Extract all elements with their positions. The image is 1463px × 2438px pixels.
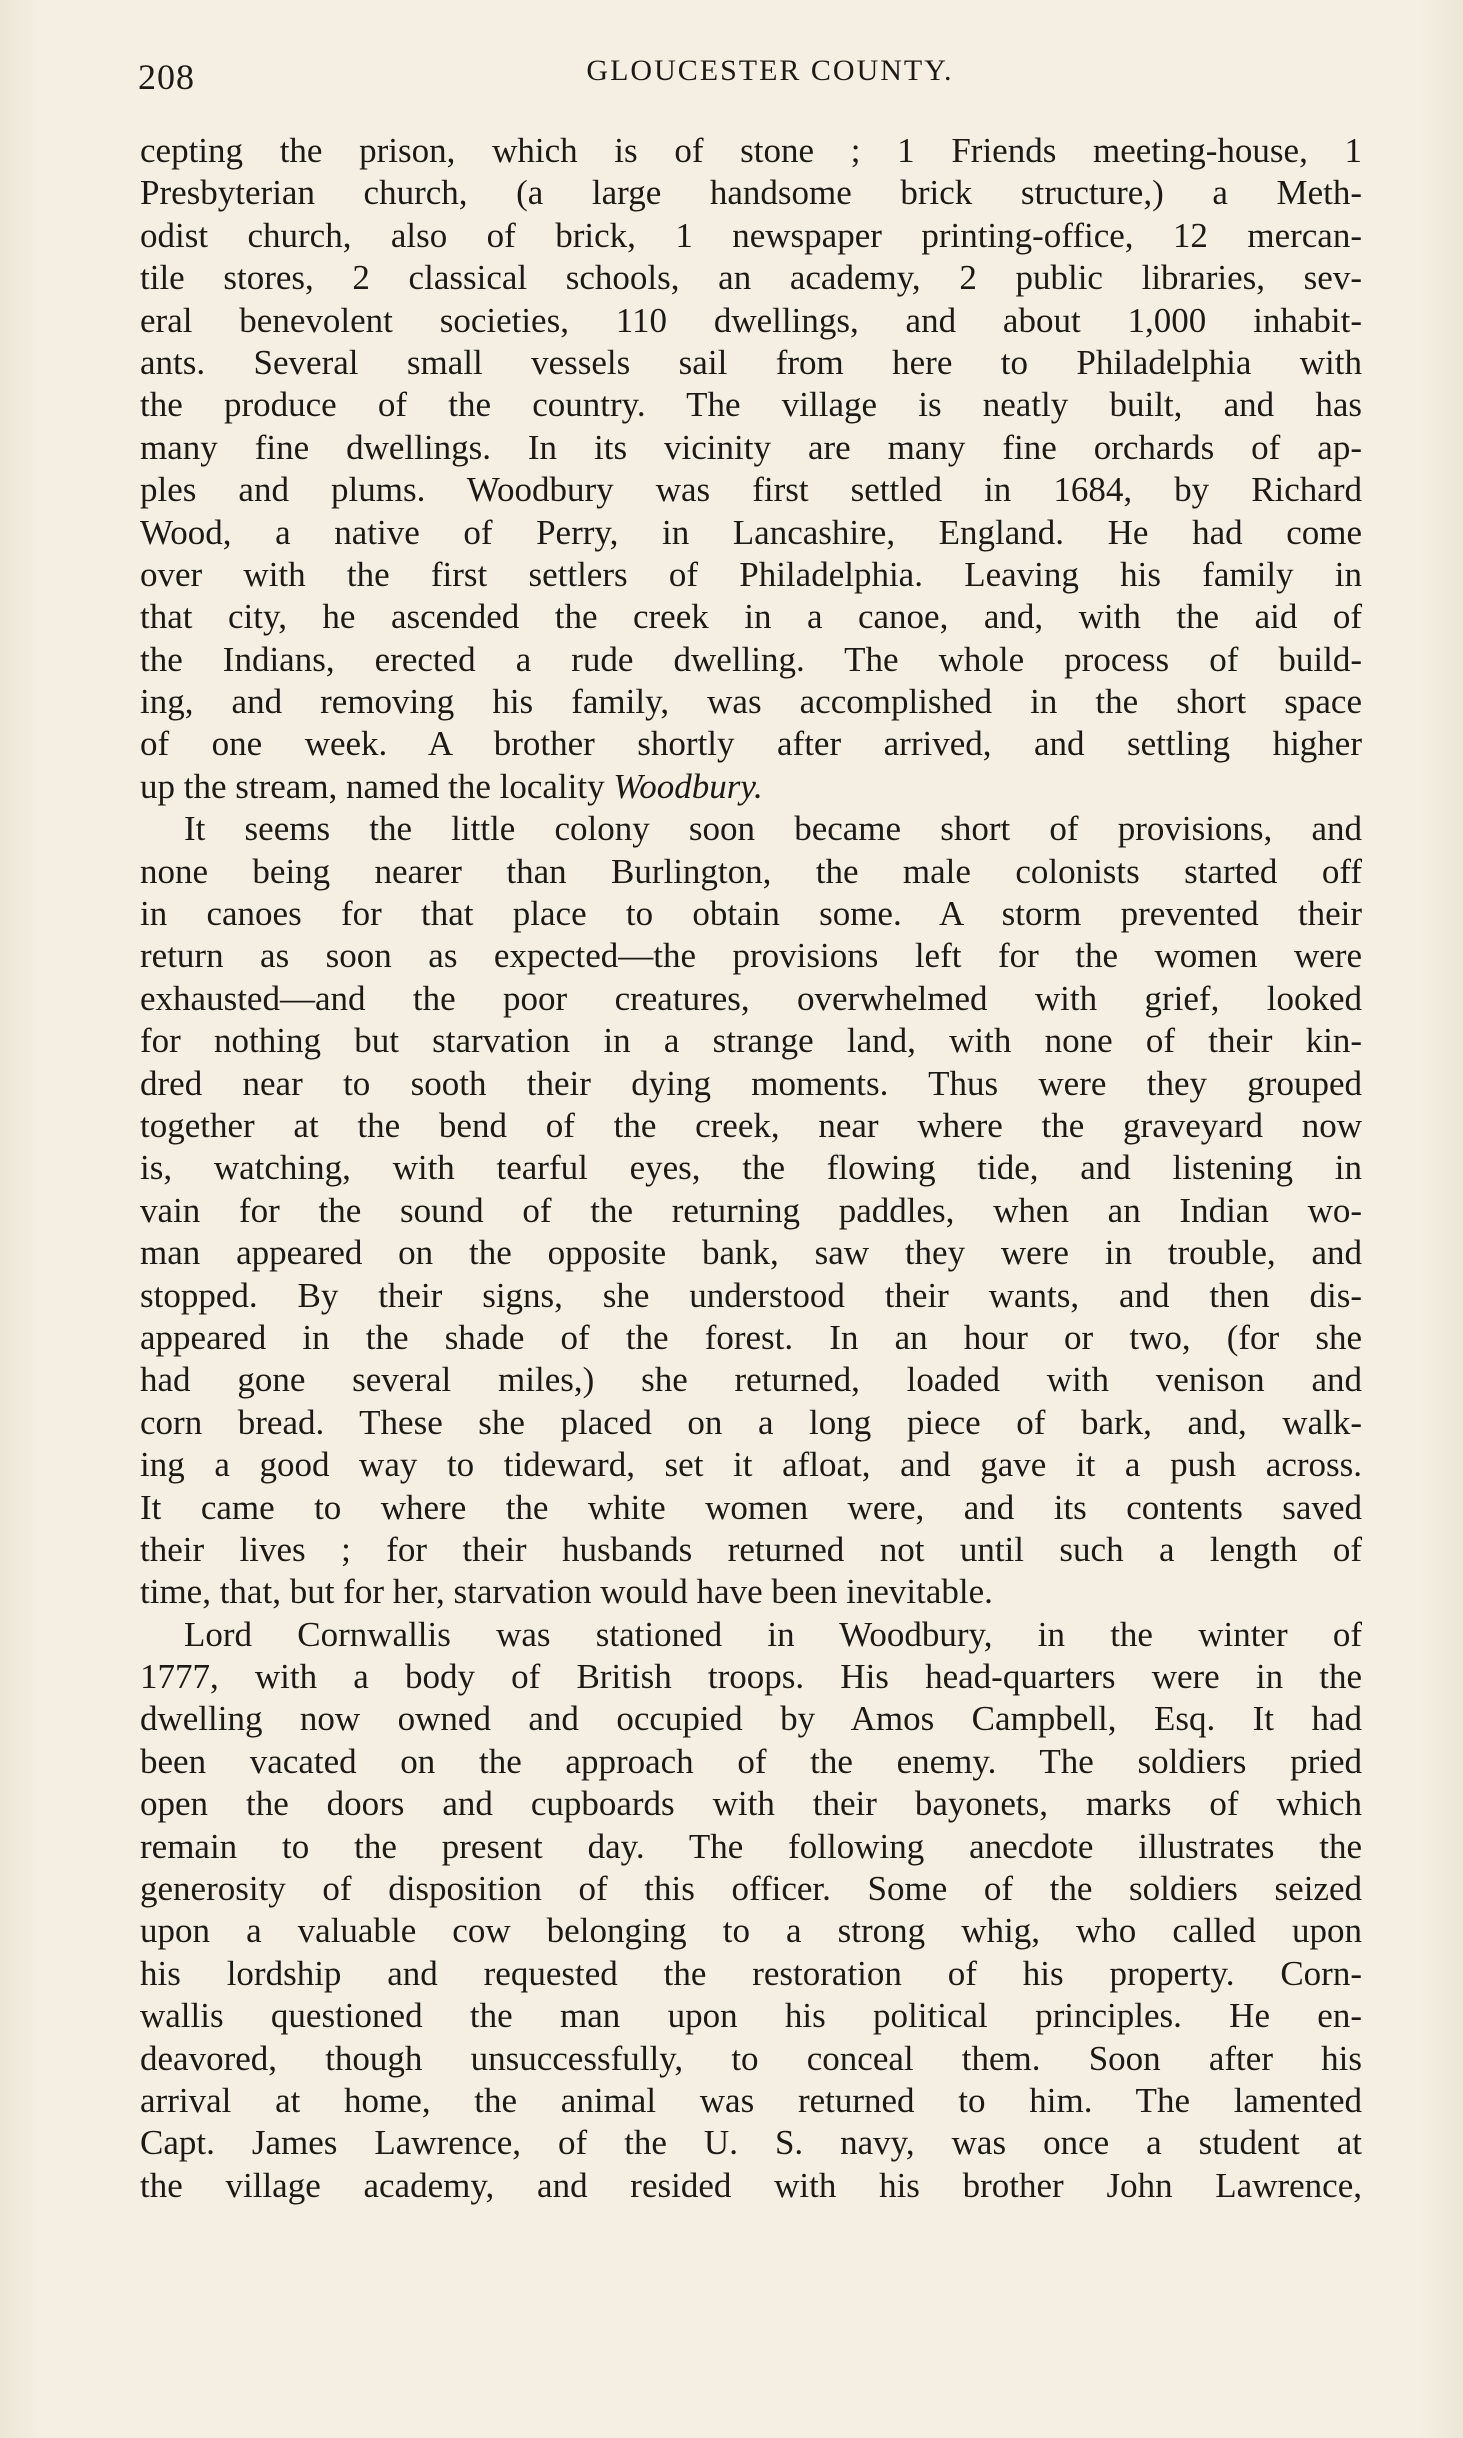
text-line: man appeared on the opposite bank, saw they were in trouble, and <box>140 1233 1362 1273</box>
text-line: wallis questioned the man upon his political principles. He en- <box>140 1996 1362 2036</box>
paragraph-start-line: It seems the little colony soon became short of provisions, and <box>184 809 1362 849</box>
text-line: the Indians, erected a rude dwelling. The whole process of build- <box>140 639 1362 679</box>
text-line: that city, he ascended the creek in a canoe, and, with the aid of <box>140 597 1362 637</box>
text-line: over with the first settlers of Philadelphia. Leaving his family in <box>140 554 1362 594</box>
text-line: return as soon as expected—the provisions left for the women were <box>140 936 1362 976</box>
body-text <box>140 130 1362 2207</box>
text-line: generosity of disposition of this officer. Some of the soldiers seized <box>140 1869 1362 1909</box>
text-line: ing a good way to tideward, set it afloat, and gave it a push across. <box>140 1445 1362 1485</box>
text-line: had gone several miles,) she returned, loaded with venison and <box>140 1360 1362 1400</box>
text-line: tile stores, 2 classical schools, an academy, 2 public libraries, sev- <box>140 258 1362 298</box>
text-line: exhausted—and the poor creatures, overwhelmed with grief, looked <box>140 978 1362 1018</box>
text-line: deavored, though unsuccessfully, to conceal them. Soon after his <box>140 2038 1362 2078</box>
text-line: open the doors and cupboards with their bayonets, marks of which <box>140 1784 1362 1824</box>
text-line: cepting the prison, which is of stone ; 1 Friends meeting-house, 1 <box>140 131 1362 170</box>
running-head: GLOUCESTER COUNTY. <box>586 54 954 87</box>
text-line: dwelling now owned and occupied by Amos Campbell, Esq. It had <box>140 1699 1362 1739</box>
italic-place-name: Woodbury. <box>613 766 763 806</box>
text-line: stopped. By their signs, she understood their wants, and then dis- <box>140 1275 1362 1315</box>
text-line: Capt. James Lawrence, of the U. S. navy, was once a student at <box>140 2123 1362 2163</box>
text-line: the village academy, and resided with his brother John Lawrence, <box>140 2165 1362 2205</box>
text-line: odist church, also of brick, 1 newspaper printing-office, 12 mercan- <box>140 215 1362 255</box>
text-line: many fine dwellings. In its vicinity are many fine orchards of ap- <box>140 427 1362 467</box>
text-line: in canoes for that place to obtain some. A storm prevented their <box>140 894 1362 934</box>
text-line: his lordship and requested the restoration of his property. Corn- <box>140 1953 1362 1993</box>
text-line: dred near to sooth their dying moments. Thus were they grouped <box>140 1063 1362 1103</box>
text-line: ants. Several small vessels sail from here to Philadelphia with <box>140 342 1362 382</box>
text-line: remain to the present day. The following anecdote illustrates the <box>140 1826 1362 1866</box>
text-line: is, watching, with tearful eyes, the flowing tide, and listening in <box>140 1148 1362 1188</box>
text-line: together at the bend of the creek, near where the graveyard now <box>140 1105 1362 1145</box>
text-line: of one week. A brother shortly after arrived, and settling higher <box>140 724 1362 764</box>
text-line: upon a valuable cow belonging to a strong whig, who called upon <box>140 1911 1362 1951</box>
text-line: ples and plums. Woodbury was first settled in 1684, by Richard <box>140 470 1362 510</box>
page-number: 208 <box>138 57 195 97</box>
text-line: It came to where the white women were, and its contents saved <box>140 1487 1362 1527</box>
text-line: Presbyterian church, (a large handsome brick structure,) a Meth- <box>140 173 1362 213</box>
text-line-with-italic <box>140 766 1362 808</box>
text-line: appeared in the shade of the forest. In an hour or two, (for she <box>140 1317 1362 1357</box>
text-line: been vacated on the approach of the enemy. The soldiers pried <box>140 1741 1362 1781</box>
paragraph-end-line: time, that, but for her, starvation would have been inevitable. <box>140 1572 993 1612</box>
text-line: ing, and removing his family, was accomplished in the short space <box>140 682 1362 722</box>
paragraph-start-line: Lord Cornwallis was stationed in Woodbury, in the winter of <box>184 1614 1362 1654</box>
text-line: eral benevolent societies, 110 dwellings, and about 1,000 inhabit- <box>140 300 1362 340</box>
text-line: none being nearer than Burlington, the male colonists started off <box>140 851 1362 891</box>
page-header <box>138 48 1362 96</box>
text-line: arrival at home, the animal was returned to him. The lamented <box>140 2080 1362 2120</box>
text-line: their lives ; for their husbands returned not until such a length of <box>140 1529 1362 1569</box>
text-line: vain for the sound of the returning paddles, when an Indian wo- <box>140 1190 1362 1230</box>
text-line: for nothing but starvation in a strange land, with none of their kin- <box>140 1021 1362 1061</box>
text-line: Wood, a native of Perry, in Lancashire, England. He had come <box>140 512 1362 552</box>
text-line: corn bread. These she placed on a long piece of bark, and, walk- <box>140 1402 1362 1442</box>
text-line: the produce of the country. The village is neatly built, and has <box>140 385 1362 425</box>
text-line: 1777, with a body of British troops. His head-quarters were in the <box>140 1657 1362 1697</box>
text-line-start: up the stream, named the locality <box>140 766 605 806</box>
